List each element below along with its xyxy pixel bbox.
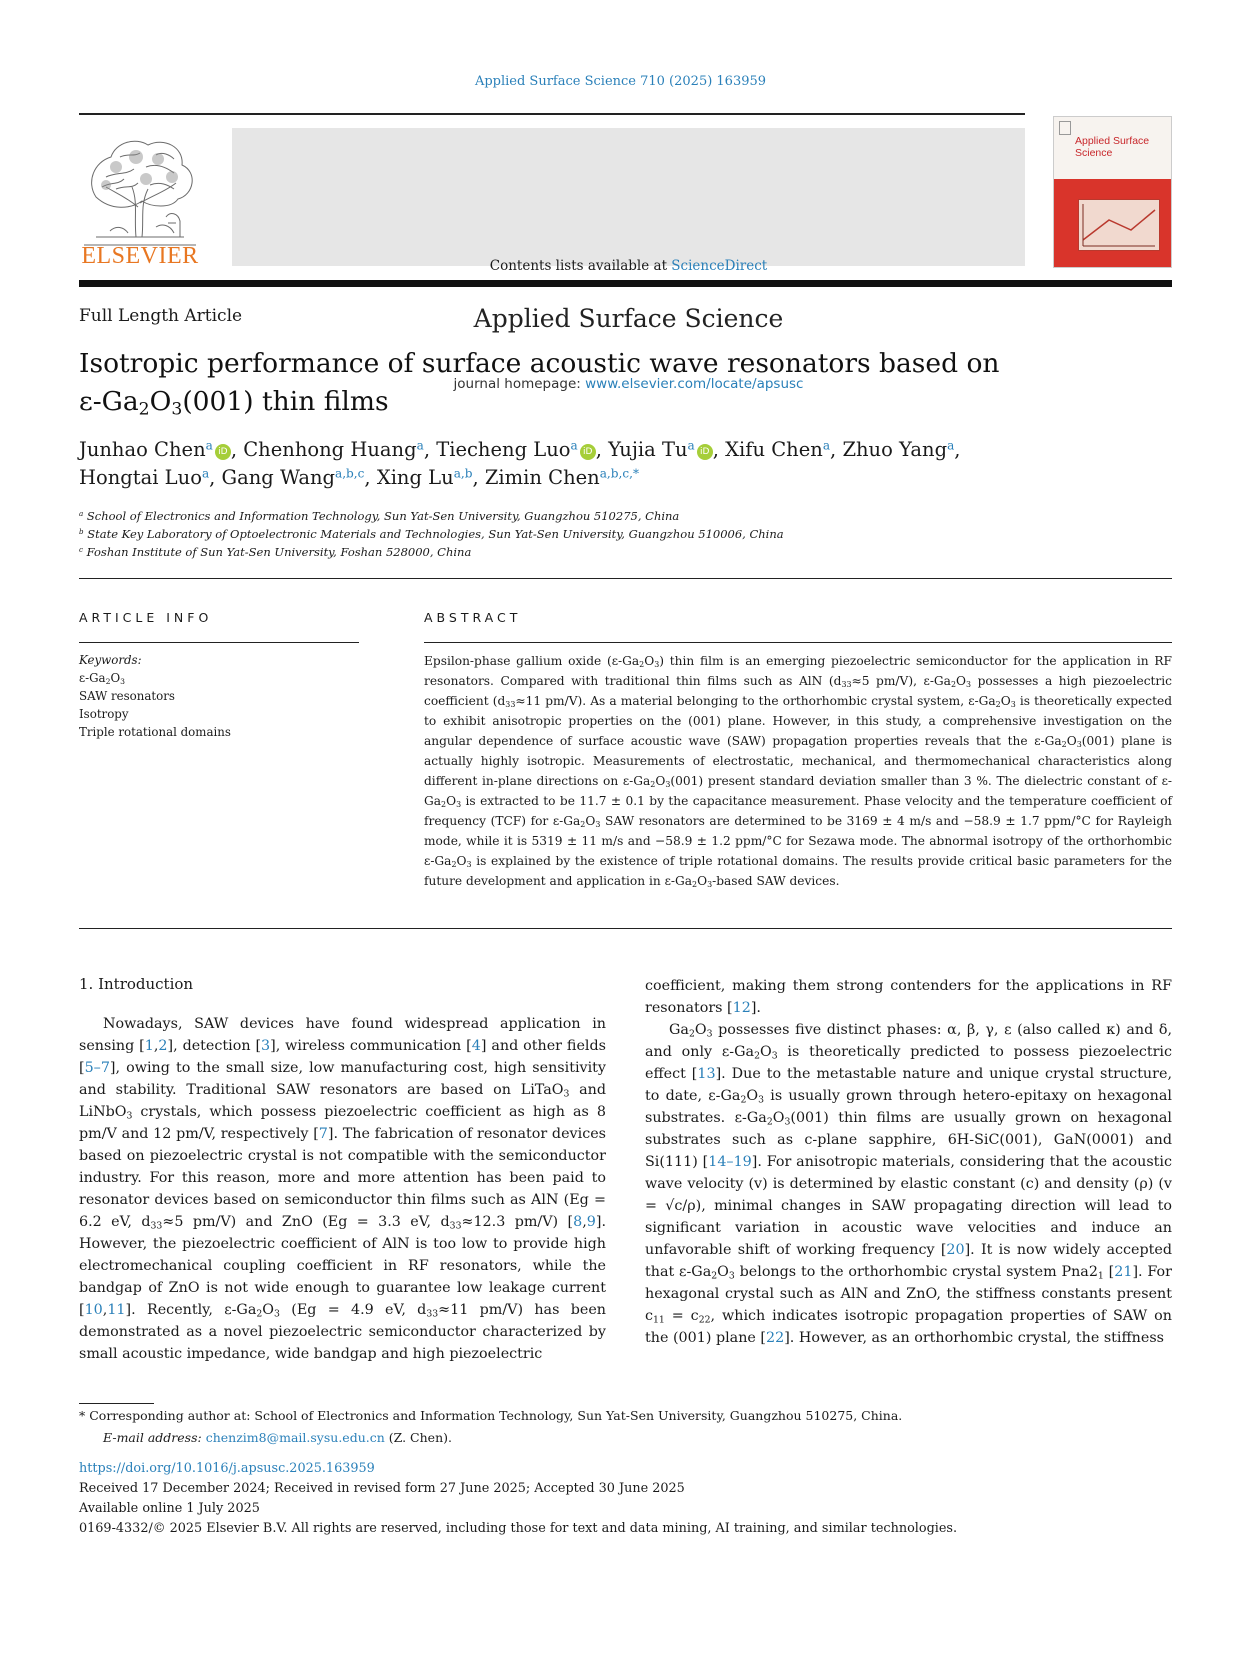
cover-graphic	[1078, 199, 1160, 251]
citation-link[interactable]: 2	[158, 1038, 168, 1054]
title-sub-2: 2	[138, 399, 150, 420]
citation-link[interactable]: 22	[766, 1330, 785, 1346]
citation-link[interactable]: 9	[586, 1214, 596, 1230]
corresponding-text: Corresponding author at: School of Electronics and Information Technology, Sun Yat-Sen University, Guangzhou 510275, China.	[89, 1408, 903, 1423]
title-rest: (001) thin films	[182, 386, 389, 417]
author-name[interactable]: Tiecheng Luo	[436, 438, 571, 461]
footnote	[79, 1405, 1172, 1449]
author-line-2: Hongtai Luo$^a$, Gang Wang$^{a,b,c}$, Xing Lu$^{a,b}$, Zimin Chen$^{a,b,c,*}$	[79, 466, 639, 489]
journal-homepage-link[interactable]: www.elsevier.com/locate/apsusc	[585, 376, 804, 392]
author-affiliation-sup[interactable]: a	[205, 438, 213, 453]
author-affiliation-sup[interactable]: a	[570, 438, 578, 453]
abstract-end-rule	[79, 928, 1172, 929]
citation-link[interactable]: 21	[1114, 1264, 1133, 1280]
citation-link[interactable]: 13	[697, 1066, 716, 1082]
author-affiliation-sup[interactable]: a,b	[453, 466, 473, 481]
affiliation-item	[79, 543, 1079, 561]
cover-title: Applied Surface Science	[1075, 135, 1150, 159]
doi-link[interactable]: https://doi.org/10.1016/j.apsusc.2025.163959	[79, 1461, 375, 1476]
email-suffix: (Z. Chen).	[388, 1430, 452, 1445]
affiliation-text: Foshan Institute of Sun Yat-Sen University, Foshan 528000, China	[86, 545, 472, 559]
keywords-label: Keywords:	[79, 653, 142, 667]
orcid-icon[interactable]: iD	[215, 444, 231, 460]
citation-link[interactable]: 1	[144, 1038, 154, 1054]
title-line-1: Isotropic performance of surface acoustic wave resonators based on	[79, 348, 1000, 379]
article-info-heading: ARTICLE INFO	[79, 610, 213, 625]
citation-link[interactable]: 7	[318, 1126, 328, 1142]
homepage-prefix: journal homepage:	[453, 376, 586, 392]
email-line	[79, 1427, 1172, 1449]
corresponding-author-note	[79, 1405, 1172, 1427]
author-affiliation-sup[interactable]: a	[416, 438, 424, 453]
received-dates: Received 17 December 2024; Received in revised form 27 June 2025; Accepted 30 June 2025	[79, 1481, 685, 1496]
body-column-left	[79, 1013, 606, 1365]
keyword-item: SAW resonators	[79, 689, 175, 703]
article-info-rule	[79, 642, 359, 643]
keywords-block	[79, 651, 359, 741]
elsevier-wordmark: ELSEVIER	[81, 243, 199, 269]
citation-link[interactable]: 14–19	[708, 1154, 752, 1170]
author-name[interactable]: Zimin Chen	[484, 466, 600, 489]
sciencedirect-link[interactable]: ScienceDirect	[671, 258, 768, 274]
affiliation-key: c	[79, 545, 83, 555]
affiliation-key: a	[79, 509, 84, 519]
abstract-heading: ABSTRACT	[424, 610, 522, 625]
author-affiliation-sup[interactable]: a,b,c	[335, 466, 365, 481]
author-name[interactable]: Xifu Chen	[725, 438, 823, 461]
footnote-rule	[79, 1403, 154, 1404]
citation-link[interactable]: 20	[946, 1242, 965, 1258]
author-name[interactable]: Gang Wang	[221, 466, 336, 489]
intro-paragraph-1-cont: coefficient, making them strong contenders for the applications in RF resonators [12].	[645, 978, 1172, 1016]
author-name[interactable]: Chenhong Huang	[243, 438, 417, 461]
article-type: Full Length Article	[79, 306, 243, 326]
affiliation-text: School of Electronics and Information Technology, Sun Yat-Sen University, Guangzhou 510275, China	[86, 509, 680, 523]
journal-reference[interactable]: Applied Surface Science 710 (2025) 163959	[474, 74, 767, 89]
orcid-icon[interactable]: iD	[697, 444, 713, 460]
journal-name: Applied Surface Science	[473, 304, 784, 333]
cover-publisher-mark	[1059, 121, 1071, 135]
author-affiliation-sup[interactable]: a	[687, 438, 695, 453]
keyword-item: $\varepsilon-Ga_2O_3$	[79, 671, 125, 686]
footnote-star: *	[79, 1408, 86, 1423]
journal-cover-thumbnail[interactable]	[1053, 116, 1172, 268]
citation-link[interactable]: 11	[107, 1302, 126, 1318]
author-name[interactable]: Junhao Chen	[79, 438, 206, 461]
affiliation-key: b	[79, 527, 84, 537]
copyright-line: 0169-4332/© 2025 Elsevier B.V. All rights are reserved, including those for text and data mining, AI training, and similar technologies.	[79, 1521, 958, 1536]
affiliation-text: State Key Laboratory of Optoelectronic Materials and Technologies, Sun Yat-Sen University, Guangzhou 510006, China	[87, 527, 784, 541]
citation-link[interactable]: 10	[84, 1302, 103, 1318]
body-column-right	[645, 975, 1172, 1349]
header-thick-rule	[79, 280, 1172, 287]
title-line-2	[79, 383, 1079, 421]
affiliation-item	[79, 525, 1079, 543]
title-o: O	[149, 386, 172, 417]
author-affiliation-sup[interactable]: a	[947, 438, 955, 453]
author-line-1: Junhao Chen$^a$ iD , Chenhong Huang$^a$, Tiecheng Luo$^a$ iD , Yujia Tu$^a$ iD , Xifu Chen$^a$, Zhuo Yang$^a$,	[79, 438, 961, 461]
article-title	[79, 345, 1079, 421]
abstract-rule	[424, 642, 1172, 643]
author-name[interactable]: Yujia Tu	[608, 438, 688, 461]
citation-link[interactable]: 12	[732, 1000, 751, 1016]
citation-link[interactable]: 5–7	[84, 1060, 110, 1076]
orcid-icon[interactable]: iD	[580, 444, 596, 460]
intro-paragraph-2: $Ga_2O_3$ possesses five distinct phases: α, β, γ, ε (also called κ) and δ, and only $\varepsilon-Ga_2O_3$ is theoretically predicted to possess piezoelectric effect [13]. Due to the metastable nature and unique crystal structure, to date, $\varepsilon-Ga_2O_3$ is usually grown through hetero-epitaxy on hexagonal substrates. $\varepsilon-Ga_2O_3(001)$ thin films are usually grown on hexagonal substrates such as c-plane sapphire, 6H-SiC(001), GaN(0001) and Si(111) [14–19]. For anisotropic materials, considering that the acoustic wave velocity (v) is determined by elastic constant (c) and density (ρ) (v = √c/ρ), minimal changes in SAW propagating direction will lead to significant variation in acoustic wave velocities and induce an unfavorable shift of working frequency [20]. It is now widely accepted that $\varepsilon-Ga_2O_3$ belongs to the orthorhombic crystal system $Pna2_1$ [21]. For hexagonal crystal such as AlN and ZnO, the stiffness constants present $c_{11} = c_{22}$, which indicates isotropic propagation properties of SAW on the (001) plane [22]. However, as an orthorhombic crystal, the stiffness	[645, 1022, 1173, 1346]
affiliation-item	[79, 507, 1079, 525]
affiliation-list	[79, 507, 1079, 561]
affiliation-rule	[79, 578, 1172, 579]
publication-info	[79, 1459, 1172, 1539]
keyword-item: Isotropy	[79, 707, 129, 721]
email-label: E-mail address:	[103, 1430, 202, 1445]
intro-paragraph-1: Nowadays, SAW devices have found widespread application in sensing [1,2], detection [3], wireless communication [4] and other fields [5–7], owing to the small size, low manufacturing cost, high sensitivity and stability. Traditional SAW resonators are based on LiTaO$_3$ and LiNbO$_3$ crystals, which possess piezoelectric coefficient as high as 8 pm/V and 12 pm/V, respectively [7]. The fabrication of resonator devices based on piezoelectric crystal is not compatible with the semiconductor industry. For this reason, more and more attention has been paid to resonator devices based on semiconductor thin films such as AlN (Eg = 6.2 eV, $d_{33}\approx 5$ pm/V) and ZnO (Eg = 3.3 eV, $d_{33}\approx 12.3$ pm/V) [8,9]. However, the piezoelectric coefficient of AlN is too low to provide high electromechanical coupling coefficient in RF resonators, while the bandgap of ZnO is not wide enough to guarantee low leakage current [10,11]. Recently, $\varepsilon-Ga_2O_3$ (Eg = 4.9 eV, $d_{33}\approx 11$ pm/V) has been demonstrated as a novel piezoelectric semiconductor characterized by small acoustic impedance, wide bandgap and high piezoelectric	[79, 1016, 606, 1362]
section-heading-introduction: 1. Introduction	[79, 975, 194, 993]
citation-link[interactable]: 8	[573, 1214, 583, 1230]
author-affiliation-sup[interactable]: a,b,c,*	[599, 466, 639, 481]
citation-link[interactable]: 3	[261, 1038, 271, 1054]
keyword-item: Triple rotational domains	[79, 725, 231, 739]
available-online: Available online 1 July 2025	[79, 1501, 260, 1516]
author-list	[79, 436, 1079, 492]
title-sub-3: 3	[171, 399, 183, 420]
citation-link[interactable]: 4	[471, 1038, 481, 1054]
title-epsilon: ε-Ga	[79, 386, 139, 417]
contents-prefix: Contents lists available at	[489, 258, 672, 274]
abstract-text: Epsilon-phase gallium oxide $(\varepsilon-Ga_2O_3)$ thin film is an emerging piezoelectric semiconductor for the application in RF resonators. Compared with traditional thin films such as AlN ($d_{33}\approx 5$ pm/V), $\varepsilon-Ga_2O_3$ possesses a high piezoelectric coefficient ($d_{33}\approx 11$ pm/V). As a material belonging to the orthorhombic crystal system, $\varepsilon-Ga_2O_3$ is theoretically expected to exhibit anisotropic properties on the (001) plane. However, in this study, a comprehensive investigation on the angular dependence of surface acoustic wave (SAW) propagation properties reveals that the $\varepsilon-Ga_2O_3(001)$ plane is actually highly isotropic. Measurements of electrostatic, mechanical, and thermomechanical characteristics along different in-plane directions on $\varepsilon-Ga_2O_3(001)$ present standard deviation smaller than 3 %. The dielectric constant of $\varepsilon-Ga_2O_3$ is extracted to be 11.7 ± 0.1 by the capacitance measurement. Phase velocity and the temperature coefficient of frequency (TCF) for $\varepsilon-Ga_2O_3$ SAW resonators are determined to be 3169 ± 4 m/s and −58.9 ± 1.7 ppm/°C for Rayleigh mode, while it is 5319 ± 11 m/s and −58.9 ± 1.2 ppm/°C for Sezawa mode. The abnormal isotropy of the orthorhombic $\varepsilon-Ga_2O_3$ is explained by the existence of triple rotational domains. The results provide critical basic parameters for the future development and application in $\varepsilon-Ga_2O_3$-based SAW devices.	[424, 654, 1173, 889]
email-link[interactable]: chenzim8@mail.sysu.edu.cn	[205, 1430, 385, 1445]
author-affiliation-sup[interactable]: a	[201, 466, 210, 481]
author-name[interactable]: Xing Lu	[376, 466, 454, 489]
header-top-rule	[79, 113, 1025, 115]
author-name[interactable]: Hongtai Luo	[79, 466, 202, 489]
author-affiliation-sup[interactable]: a	[822, 438, 831, 453]
author-name[interactable]: Zhuo Yang	[842, 438, 948, 461]
contents-line	[232, 258, 1025, 274]
